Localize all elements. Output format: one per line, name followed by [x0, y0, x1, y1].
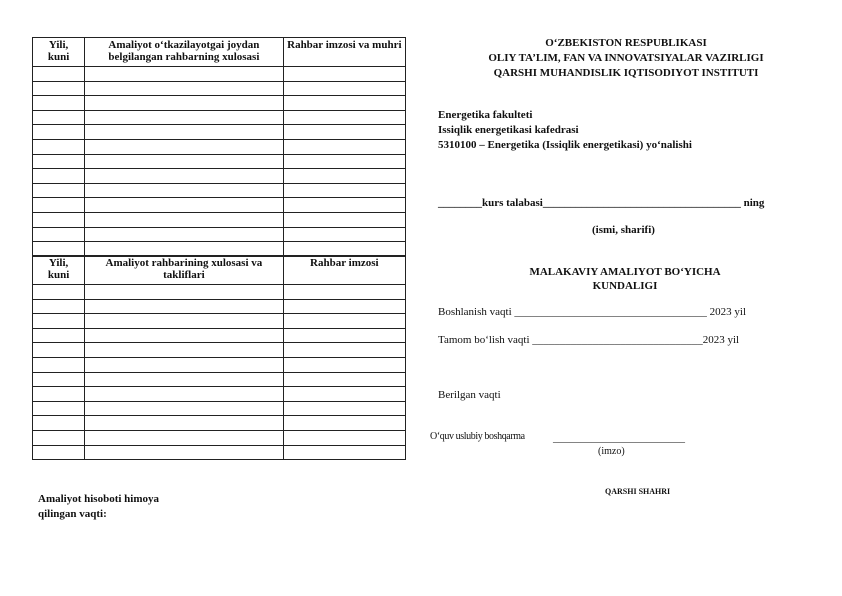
table-cell: [33, 387, 85, 402]
head-label: O‘quv uslubiy boshqarma: [430, 431, 525, 442]
head-signature-line: ________________________: [553, 432, 685, 444]
table-row: [33, 183, 406, 198]
table-cell: [283, 125, 405, 140]
header-supervisor-signature: Rahbar imzosi: [283, 256, 405, 285]
table-cell: [283, 416, 405, 431]
table-row: [33, 169, 406, 184]
table-row: [33, 285, 406, 300]
table-cell: [33, 328, 85, 343]
table-cell: [85, 314, 284, 329]
table-cell: [33, 198, 85, 213]
issued-date-field: Berilgan vaqti: [438, 389, 501, 401]
table-cell: [85, 125, 284, 140]
table-cell: [85, 372, 284, 387]
table-cell: [283, 183, 405, 198]
table-cell: [283, 198, 405, 213]
practice-conclusion-table: [32, 37, 406, 257]
end-date-field: Tamom bo‘lish vaqti _______________________________2023 yil: [438, 334, 740, 346]
header-site-supervisor-conclusion: Amaliyot o‘tkazilayotgai joydan belgilangan rahbarning xulosasi: [85, 38, 284, 67]
header-year-day: Yili, kuni: [33, 256, 85, 285]
table-cell: [33, 343, 85, 358]
table-cell: [85, 169, 284, 184]
report-defense-time-label: Amaliyot hisoboti himoya qilingan vaqti:: [38, 493, 160, 520]
table-cell: [33, 81, 85, 96]
table-row: [33, 154, 406, 169]
department-name: Issiqlik energetikasi kafedrasi: [438, 124, 579, 136]
table-row: [33, 343, 406, 358]
table-row: [33, 198, 406, 213]
table-row: [33, 125, 406, 140]
table-cell: [85, 227, 284, 242]
table-row: [33, 387, 406, 402]
table-cell: [33, 96, 85, 111]
org-ministry: OLIY TA’LIM, FAN VA INNOVATSIYALAR VAZIRLIGI: [488, 52, 764, 64]
student-line: ________kurs talabasi____________________________________ ning: [438, 197, 765, 209]
table-cell: [85, 416, 284, 431]
table-row: [33, 139, 406, 154]
table-cell: [85, 445, 284, 460]
table-cell: [283, 96, 405, 111]
org-republic: O‘ZBEKISTON RESPUBLIKASI: [545, 37, 707, 49]
table-cell: [283, 343, 405, 358]
org-institute: QARSHI MUHANDISLIK IQTISODIYOT INSTITUTI: [493, 67, 759, 79]
table-row: [33, 445, 406, 460]
start-date-field: Boshlanish vaqti ___________________________________ 2023 yil: [438, 306, 746, 318]
table-cell: [33, 314, 85, 329]
table-cell: [283, 285, 405, 300]
table-cell: [33, 430, 85, 445]
table-cell: [283, 139, 405, 154]
city-name: QARSHI SHAHRI: [605, 487, 671, 496]
table-cell: [33, 372, 85, 387]
table-cell: [33, 401, 85, 416]
table-row: [33, 227, 406, 242]
table-cell: [283, 154, 405, 169]
table-cell: [85, 285, 284, 300]
table-cell: [85, 430, 284, 445]
table-cell: [283, 328, 405, 343]
table-row: [33, 299, 406, 314]
table-cell: [33, 445, 85, 460]
table-cell: [85, 139, 284, 154]
faculty-info: [438, 108, 818, 153]
table-cell: [85, 198, 284, 213]
table-row: [33, 430, 406, 445]
document-title-line2: KUNDALIGI: [592, 280, 658, 292]
table-cell: [283, 110, 405, 125]
supervisor-remarks-table: [32, 255, 406, 460]
table-cell: [85, 328, 284, 343]
table-cell: [85, 96, 284, 111]
table-cell: [85, 212, 284, 227]
table-cell: [283, 314, 405, 329]
signature-hint: (imzo): [598, 446, 625, 457]
table-cell: [283, 357, 405, 372]
table-row: [33, 401, 406, 416]
table-cell: [33, 110, 85, 125]
table-cell: [85, 81, 284, 96]
table-cell: [283, 445, 405, 460]
table-cell: [33, 169, 85, 184]
name-hint: (ismi, sharifi): [592, 224, 655, 236]
table-row: [33, 67, 406, 82]
table-cell: [283, 372, 405, 387]
table-cell: [283, 212, 405, 227]
table-cell: [33, 227, 85, 242]
table-cell: [85, 154, 284, 169]
table-cell: [283, 299, 405, 314]
table-row: [33, 328, 406, 343]
org-header: [430, 36, 822, 81]
table-row: [33, 357, 406, 372]
table-cell: [85, 401, 284, 416]
table-cell: [283, 227, 405, 242]
header-supervisor-signature-seal: Rahbar imzosi va muhri: [283, 38, 405, 67]
table-cell: [85, 183, 284, 198]
table-cell: [283, 401, 405, 416]
table-cell: [33, 154, 85, 169]
table-cell: [33, 357, 85, 372]
table-row: [33, 416, 406, 431]
table-row: [33, 81, 406, 96]
document-title: [430, 265, 820, 293]
table-cell: [33, 67, 85, 82]
table-cell: [85, 387, 284, 402]
table-cell: [33, 212, 85, 227]
table-cell: [33, 183, 85, 198]
table-cell: [85, 110, 284, 125]
table-cell: [33, 139, 85, 154]
table-cell: [283, 430, 405, 445]
table-row: [33, 110, 406, 125]
table-cell: [85, 299, 284, 314]
table-cell: [33, 416, 85, 431]
table-cell: [33, 125, 85, 140]
faculty-name: Energetika fakulteti: [438, 109, 533, 121]
table-cell: [33, 299, 85, 314]
document-title-line1: MALAKAVIY AMALIYOT BO‘YICHA: [529, 266, 721, 278]
header-year-day: Yili, kuni: [33, 38, 85, 67]
table-cell: [283, 387, 405, 402]
table-cell: [33, 285, 85, 300]
table-row: [33, 96, 406, 111]
header-supervisor-conclusion-proposals: Amaliyot rahbarining xulosasi va takliflari: [85, 256, 284, 285]
table-cell: [283, 67, 405, 82]
table-row: [33, 372, 406, 387]
table-cell: [85, 357, 284, 372]
table-cell: [283, 169, 405, 184]
table-cell: [283, 81, 405, 96]
table-cell: [85, 343, 284, 358]
direction-name: 5310100 – Energetika (Issiqlik energetikasi) yo‘nalishi: [438, 139, 692, 151]
table-cell: [85, 67, 284, 82]
table-row: [33, 212, 406, 227]
table-row: [33, 314, 406, 329]
